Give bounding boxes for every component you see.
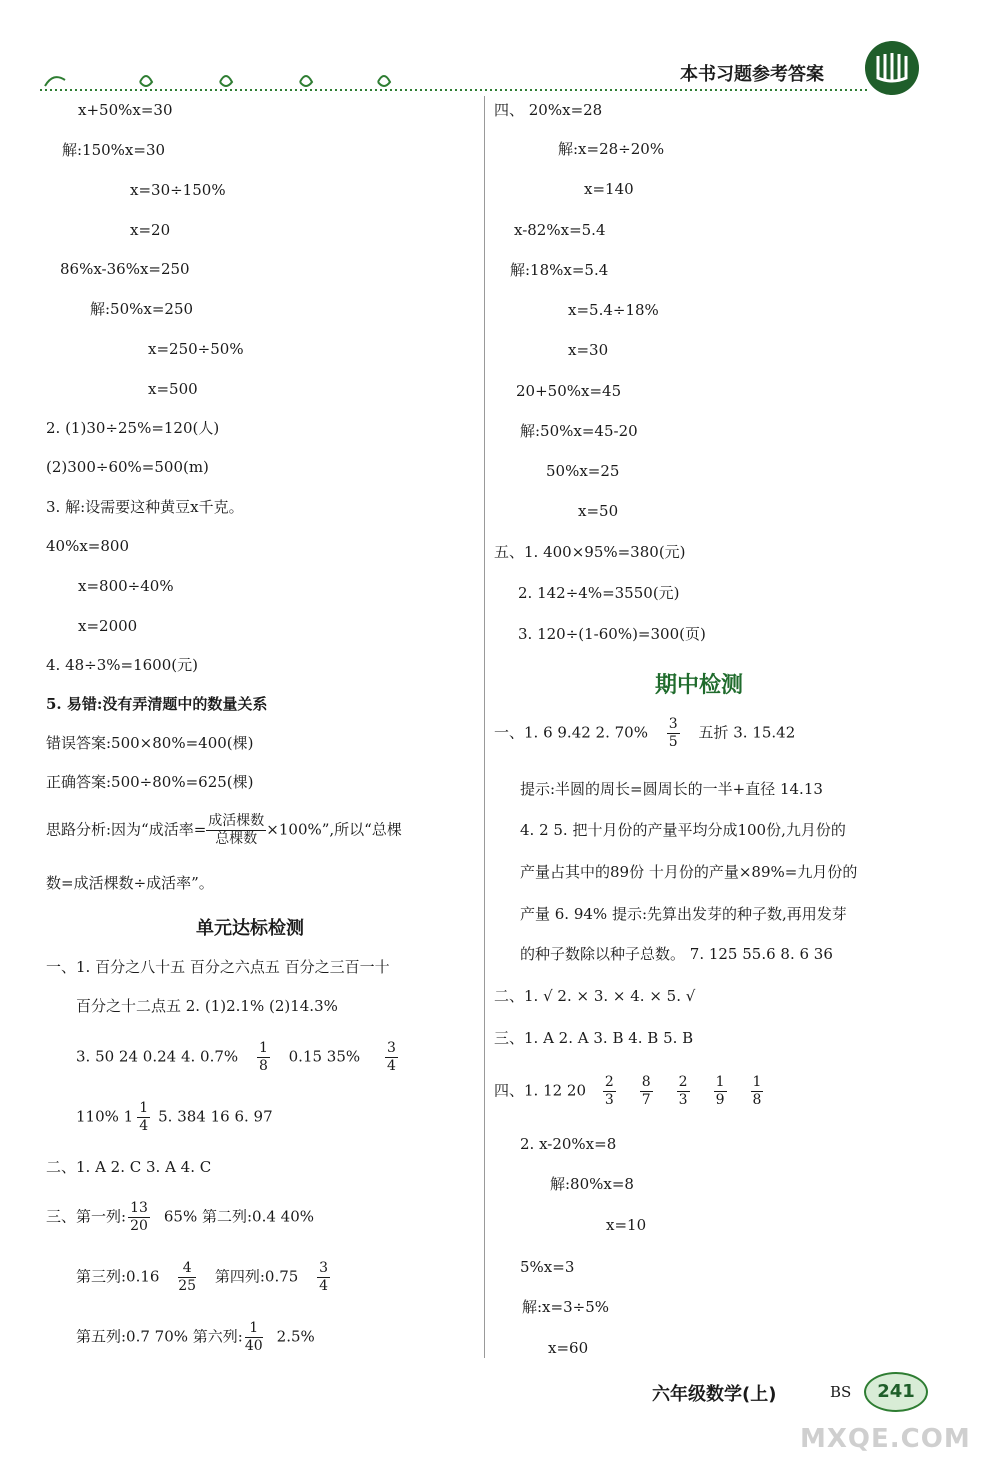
fraction-numerator: 3	[668, 716, 678, 732]
hint-line: 提示:半圆的周长=圆周长的一半+直径 14.13	[520, 780, 823, 798]
answer-text: 第五列:0.7 70% 第六列:	[76, 1327, 243, 1346]
fraction-numerator: 成活棵数	[208, 813, 265, 829]
eq-line: x+50%x=30	[78, 101, 173, 119]
fraction-numerator: 3	[386, 1040, 396, 1056]
answer-text: 0.15 35%	[288, 1047, 361, 1066]
fraction-numerator: 1	[139, 1100, 149, 1116]
answer-text: 第三列:0.16	[76, 1267, 160, 1286]
fraction	[677, 1074, 690, 1109]
fraction-denominator: 3	[678, 1092, 688, 1108]
answer-line: 百分之十二点五 2. (1)2.1% (2)14.3%	[76, 997, 338, 1015]
fraction-denominator: 4	[386, 1058, 396, 1074]
eq-line: x=50	[578, 502, 619, 520]
answer-line: 二、1. A 2. C 3. A 4. C	[46, 1158, 212, 1176]
fraction	[667, 716, 680, 751]
answer-text: 65% 第二列:0.4 40%	[163, 1207, 315, 1226]
answer-line: 的种子数除以种子总数。 7. 125 55.6 8. 6 36	[520, 945, 833, 963]
wrong-answer-line: 错误答案:500×80%=400(棵)	[46, 734, 254, 752]
answer-line	[76, 1100, 273, 1135]
eq-line: x-82%x=5.4	[514, 221, 606, 239]
answer-text: 一、1. 6 9.42 2. 70%	[494, 723, 648, 742]
eq-line: x=2000	[78, 617, 138, 635]
fraction	[640, 1074, 653, 1109]
eq-line: 解:50%x=250	[90, 300, 194, 318]
eq-line: 50%x=25	[546, 462, 620, 480]
eq-line: x=10	[606, 1216, 647, 1234]
eq-line: 20+50%x=45	[516, 382, 622, 400]
answer-line: 产量占其中的89份 十月份的产量×89%=九月份的	[520, 863, 858, 881]
answer-line: 4. 2 5. 把十月份的产量平均分成100份,九月份的	[520, 821, 846, 839]
answer-line: 五、1. 400×95%=380(元)	[494, 543, 686, 561]
eq-line: 解:150%x=30	[62, 141, 166, 159]
section-title: 单元达标检测	[196, 918, 304, 939]
analysis-line: 数=成活棵数÷成活率”。	[46, 874, 214, 892]
fraction-numerator: 2	[604, 1074, 614, 1090]
answer-line: 5. 易错:没有弄清题中的数量关系	[46, 695, 268, 713]
eq-line: 86%x-36%x=250	[60, 260, 190, 278]
edition-label: BS	[830, 1383, 852, 1401]
fraction-denominator: 4	[139, 1118, 149, 1134]
fraction-denominator: 8	[258, 1058, 268, 1074]
eq-line: 解:80%x=8	[550, 1175, 634, 1193]
answer-text: 五折 3. 15.42	[698, 723, 796, 742]
fraction	[245, 1320, 263, 1355]
fraction-numerator: 1	[752, 1074, 762, 1090]
eq-line: x=60	[548, 1339, 589, 1357]
answer-line: 二、1. √ 2. × 3. × 4. × 5. √	[494, 987, 696, 1005]
fraction-denominator: 5	[668, 734, 678, 750]
eq-line: x=20	[130, 221, 171, 239]
answer-text: 三、第一列:	[46, 1207, 127, 1226]
fraction-group	[591, 1074, 776, 1108]
fraction-denominator: 总棵数	[215, 831, 258, 847]
eq-line: 解:18%x=5.4	[510, 261, 609, 279]
header-title: 本书习题参考答案	[680, 64, 824, 85]
answer-line	[46, 1200, 314, 1235]
fraction	[603, 1074, 616, 1109]
fraction-denominator: 3	[604, 1092, 614, 1108]
answer-line: 2. (1)30÷25%=120(人)	[46, 419, 220, 437]
fraction-numerator: 1	[245, 1320, 263, 1338]
analysis-text: ×100%”,所以“总棵	[266, 820, 402, 839]
answer-text: 第四列:0.75	[214, 1267, 299, 1286]
fraction	[257, 1040, 270, 1075]
eq-line: 解:x=3÷5%	[522, 1298, 609, 1316]
eq-line: x=250÷50%	[148, 340, 244, 358]
page-number: 241	[864, 1372, 928, 1412]
fraction-numerator: 3	[319, 1260, 328, 1276]
answer-line: 3. 120÷(1-60%)=300(页)	[518, 625, 706, 643]
analysis-text: 思路分析:因为“成活率=	[46, 820, 207, 839]
footer-title: 六年级数学(上)	[652, 1384, 777, 1405]
answer-text: 3. 50 24 0.24 4. 0.7%	[76, 1047, 239, 1066]
fraction-numerator: 1	[715, 1074, 725, 1090]
eq-line: x=500	[148, 380, 198, 398]
fraction-denominator: 9	[715, 1092, 725, 1108]
fraction-numerator: 2	[678, 1074, 688, 1090]
answer-line: 三、1. A 2. A 3. B 4. B 5. B	[494, 1029, 694, 1047]
answer-text: 110% 1	[76, 1107, 134, 1126]
fraction	[385, 1040, 398, 1075]
answer-line: 一、1. 百分之八十五 百分之六点五 百分之三百一十	[46, 958, 390, 976]
fraction-denominator: 8	[752, 1092, 762, 1108]
eq-line: x=140	[584, 180, 634, 198]
eq-line: x=800÷40%	[78, 577, 174, 595]
fraction	[714, 1074, 727, 1109]
answer-line	[76, 1260, 330, 1295]
answer-text: 四、1. 12 20	[494, 1081, 587, 1100]
eq-line: 解:x=28÷20%	[558, 140, 665, 158]
fraction	[206, 813, 266, 848]
fraction-denominator: 20	[130, 1218, 148, 1234]
eq-line: 5%x=3	[520, 1258, 575, 1276]
fraction-numerator: 4	[178, 1260, 196, 1278]
column-divider	[484, 96, 485, 1358]
answer-line	[76, 1320, 315, 1355]
answer-line: 3. 解:设需要这种黄豆x千克。	[46, 498, 244, 516]
correct-answer-line: 正确答案:500÷80%=625(棵)	[46, 773, 254, 791]
fraction	[137, 1100, 150, 1135]
answer-text: 2.5%	[276, 1327, 315, 1346]
answer-line: 产量 6. 94% 提示:先算出发芽的种子数,再用发芽	[520, 905, 847, 923]
fraction	[178, 1260, 196, 1295]
answer-line	[494, 1074, 775, 1109]
fraction-numerator: 8	[641, 1074, 651, 1090]
answer-line: 2. 142÷4%=3550(元)	[518, 584, 680, 602]
answer-line	[494, 716, 795, 751]
eq-line: 40%x=800	[46, 537, 129, 555]
fraction-numerator: 1	[258, 1040, 268, 1056]
eq-line: x=5.4÷18%	[568, 301, 659, 319]
fraction	[751, 1074, 764, 1109]
answer-line: 4. 48÷3%=1600(元)	[46, 656, 198, 674]
fraction	[128, 1200, 150, 1235]
eq-line: 四、 20%x=28	[494, 101, 603, 119]
analysis-line	[46, 813, 402, 848]
fraction	[317, 1260, 330, 1295]
eq-line: x=30÷150%	[130, 181, 226, 199]
fraction-denominator: 7	[641, 1092, 651, 1108]
answer-line: (2)300÷60%=500(m)	[46, 458, 209, 476]
eq-line: x=30	[568, 341, 609, 359]
eq-line: 解:50%x=45-20	[520, 422, 638, 440]
section-title: 期中检测	[655, 673, 744, 698]
fraction-denominator: 4	[319, 1278, 328, 1294]
watermark: MXQE.COM	[800, 1424, 971, 1454]
answer-text: 5. 384 16 6. 97	[158, 1107, 273, 1126]
eq-line: 2. x-20%x=8	[520, 1135, 617, 1153]
answer-line	[76, 1040, 398, 1075]
fraction-denominator: 25	[178, 1278, 197, 1294]
book-logo-icon	[864, 40, 920, 96]
fraction-denominator: 40	[244, 1338, 263, 1354]
fraction-numerator: 13	[130, 1200, 148, 1216]
